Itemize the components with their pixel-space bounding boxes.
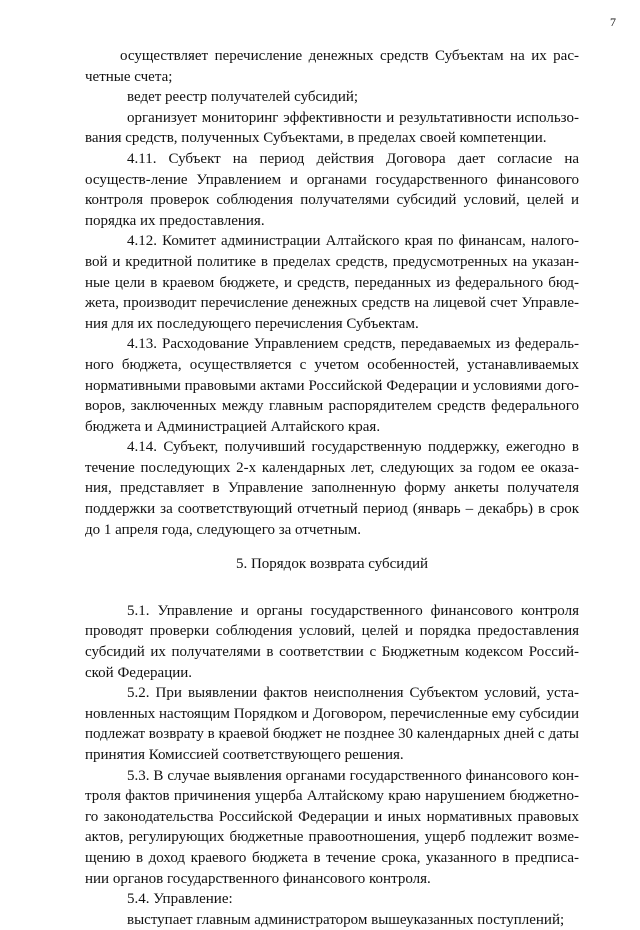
- paragraph: 4.13. Расходование Управлением средств, передаваемых из федераль-ного бюджета, осуществляется с учетом особенностей, устанавливаемых нормативными правовыми актами Российской Федерации и условиями дого-воров, заключенных между главным распорядителем средств федерального бюджета и Администрацией Алтайского края.: [85, 336, 579, 435]
- page-number: 7: [610, 15, 616, 29]
- paragraph: организует мониторинг эффективности и результативности использо-вания средств, полученных Субъектами, в пределах своей компетенции.: [85, 109, 579, 147]
- paragraph: 4.14. Субъект, получивший государственную поддержку, ежегодно в течение последующих 2-х календарных лет, следующих за годом ее оказа-ния, представляет в Управление заполненную форму анкеты получателя поддержки за соответствующий отчетный период (январь – декабрь) в срок до 1 апреля года, следующего за отчетным.: [85, 439, 579, 538]
- paragraph: 5.4. Управление:: [127, 891, 233, 908]
- paragraph: 4.11. Субъект на период действия Договора дает согласие на осуществ-ление Управлением и органами государственного финансового контроля проверок соблюдения получателями субсидий условий, целей и порядка их предоставления.: [85, 150, 579, 229]
- paragraph: 5.2. При выявлении фактов неисполнения Субъектом условий, уста-новленных настоящим Порядком и Договором, перечисленные ему субсидии подлежат возврату в краевой бюджет не позднее 30 календарных дней с даты принятия Комиссией соответствующего решения.: [85, 685, 579, 763]
- paragraph: 4.12. Комитет администрации Алтайского края по финансам, налого-вой и кредитной политике в пределах средств, предусмотренных на указан-ные цели в краевом бюджете, и средств, переданных из федерального бюд-жета, производит перечисление денежных средств на лицевой счет Управле-ния для их последующего перечисления Субъектам.: [85, 233, 579, 332]
- paragraph: 5.1. Управление и органы государственного финансового контроля проводят проверки соблюдения условий, целей и порядка предоставления субсидий их получателями в соответствии с Бюджетным кодексом Россий-ской Федерации.: [85, 602, 579, 681]
- paragraph: ведет реестр получателей субсидий;: [127, 89, 359, 106]
- paragraph: 5.3. В случае выявления органами государственного финансового кон-троля фактов причинения ущерба Алтайскому краю нарушением бюджетно-го законодательства Российской Федерации и иных нормативных правовых актов, регулирующих бюджетные правоотношения, ущерб подлежит возме-щению в доход краевого бюджета в течение срока, указанного в предписа-нии органов государственного финансового контроля.: [85, 767, 579, 887]
- paragraph: осуществляет перечисление денежных средств Субъектам на их рас-четные счета;: [85, 48, 579, 85]
- document-body: [85, 46, 579, 930]
- section-title: 5. Порядок возврата субсидий: [235, 556, 429, 573]
- paragraph: выступает главным администратором вышеуказанных поступлений;: [127, 911, 565, 928]
